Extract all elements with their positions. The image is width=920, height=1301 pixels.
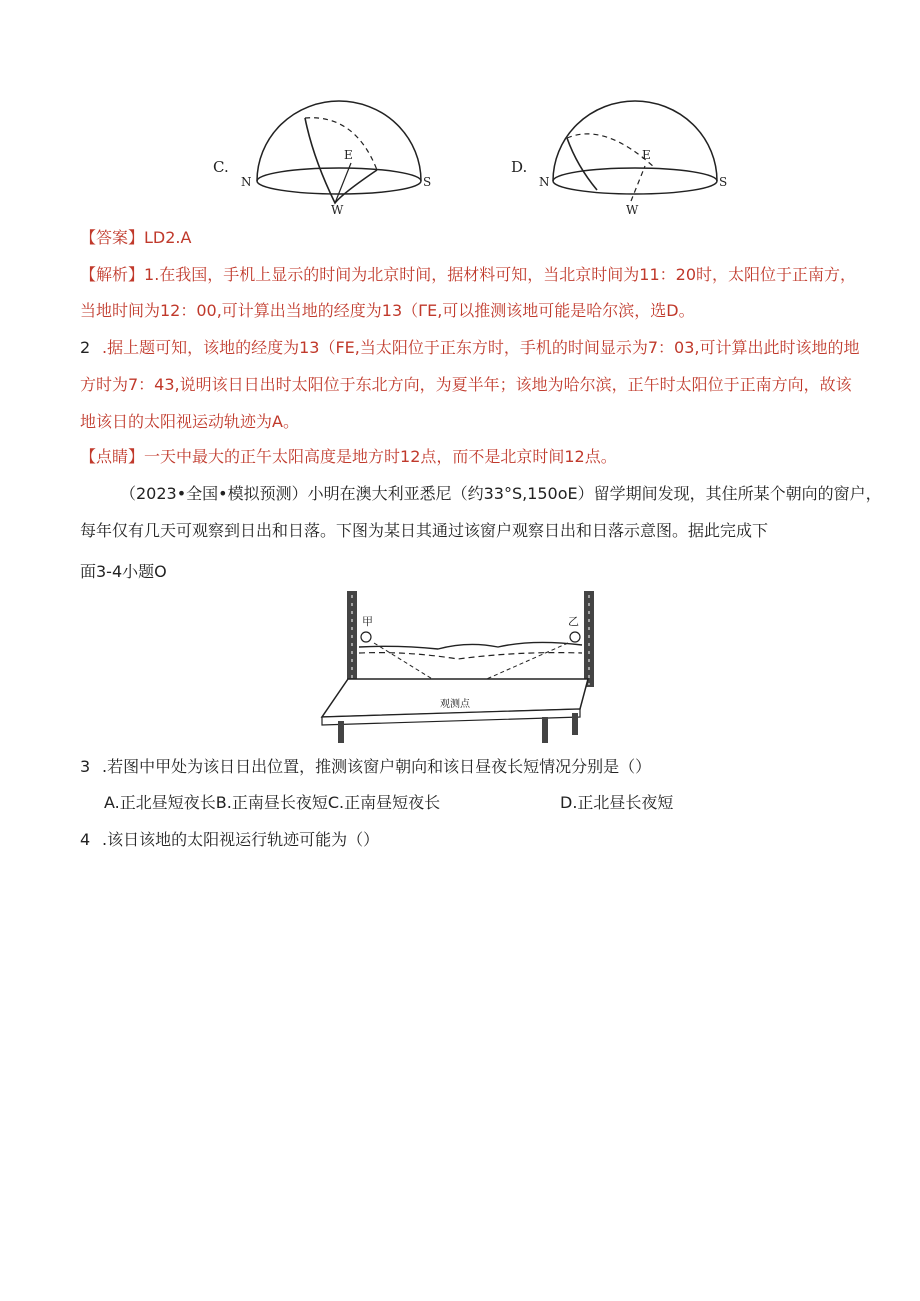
analysis-tag: 【解析】 (80, 265, 145, 284)
option-label: D. (511, 158, 528, 176)
observer-label: 观测点 (440, 699, 470, 710)
question-3-option-d: D.正北昼长夜短 (560, 793, 674, 812)
answer-tag: 【答案】 (80, 228, 145, 247)
option-label: C. (213, 158, 229, 176)
intro-line-1: （2023•全国•模拟预测）小明在澳大利亚悉尼（约33°S,150oE）留学期间发现，其住所某个朝向的窗户， (120, 484, 882, 503)
intro-line-3: 面3-4小题O (80, 562, 167, 581)
east-label: E (344, 148, 353, 162)
sunset-label: 乙 (568, 615, 579, 628)
analysis-p2-line-1 (80, 337, 859, 359)
answer-line (80, 227, 191, 249)
south-label: S (719, 175, 728, 189)
celestial-diagram-c (205, 98, 445, 220)
question-3-options (104, 792, 440, 814)
west-label: W (626, 203, 639, 217)
south-label: S (423, 175, 432, 189)
tip-line (80, 446, 617, 468)
question-3 (80, 756, 651, 778)
tip-tag: 【点睛】 (80, 447, 145, 466)
analysis-line-2: 当地时间为12：00,可计算出当地的经度为13（ΓE,可以推测该地可能是哈尔滨，选D。 (80, 301, 695, 320)
question-text: .该日该地的太阳视运行轨迹可能为（） (102, 830, 380, 849)
question-number: 3 (80, 757, 91, 776)
answer-text: LD2.A (144, 228, 192, 247)
west-label: W (331, 203, 344, 217)
question-text: .若图中甲处为该日日出位置，推测该窗户朝向和该日昼夜长短情况分别是（） (102, 757, 652, 776)
analysis-text: 1.在我国，手机上显示的时间为北京时间，据材料可知，当北京时间为11：20时，太阳位于正南方， (144, 265, 857, 284)
window-diagram (318, 589, 598, 745)
analysis-p2-text: .据上题可知，该地的经度为13（FE,当太阳位于正东方时，手机的时间显示为7：03,可计算出此时该地的地 (102, 338, 860, 357)
options-abc: A.正北昼短夜长B.正南昼长夜短C.正南昼短夜长 (104, 793, 441, 812)
north-label: N (241, 175, 252, 189)
celestial-diagram-d (505, 98, 745, 220)
analysis-p2-line-2: 方时为7：43,说明该日日出时太阳位于东北方向，为夏半年；该地为哈尔滨，正午时太阳位于正南方向，故该 (80, 375, 852, 394)
north-label: N (539, 175, 550, 189)
question-4 (80, 829, 379, 851)
question-number: 4 (80, 830, 91, 849)
analysis-p2-line-3: 地该日的太阳视运动轨迹为A。 (80, 412, 299, 431)
intro-line-2: 每年仅有几天可观察到日出和日落。下图为某日其通过该窗户观察日出和日落示意图。据此完成下 (80, 521, 769, 540)
paragraph-number: 2 (80, 338, 91, 357)
tip-text: 一天中最大的正午太阳高度是地方时12点，而不是北京时间12点。 (144, 447, 617, 466)
analysis-line-1 (80, 264, 856, 286)
east-label: E (642, 148, 651, 162)
sunrise-label: 甲 (362, 615, 373, 628)
